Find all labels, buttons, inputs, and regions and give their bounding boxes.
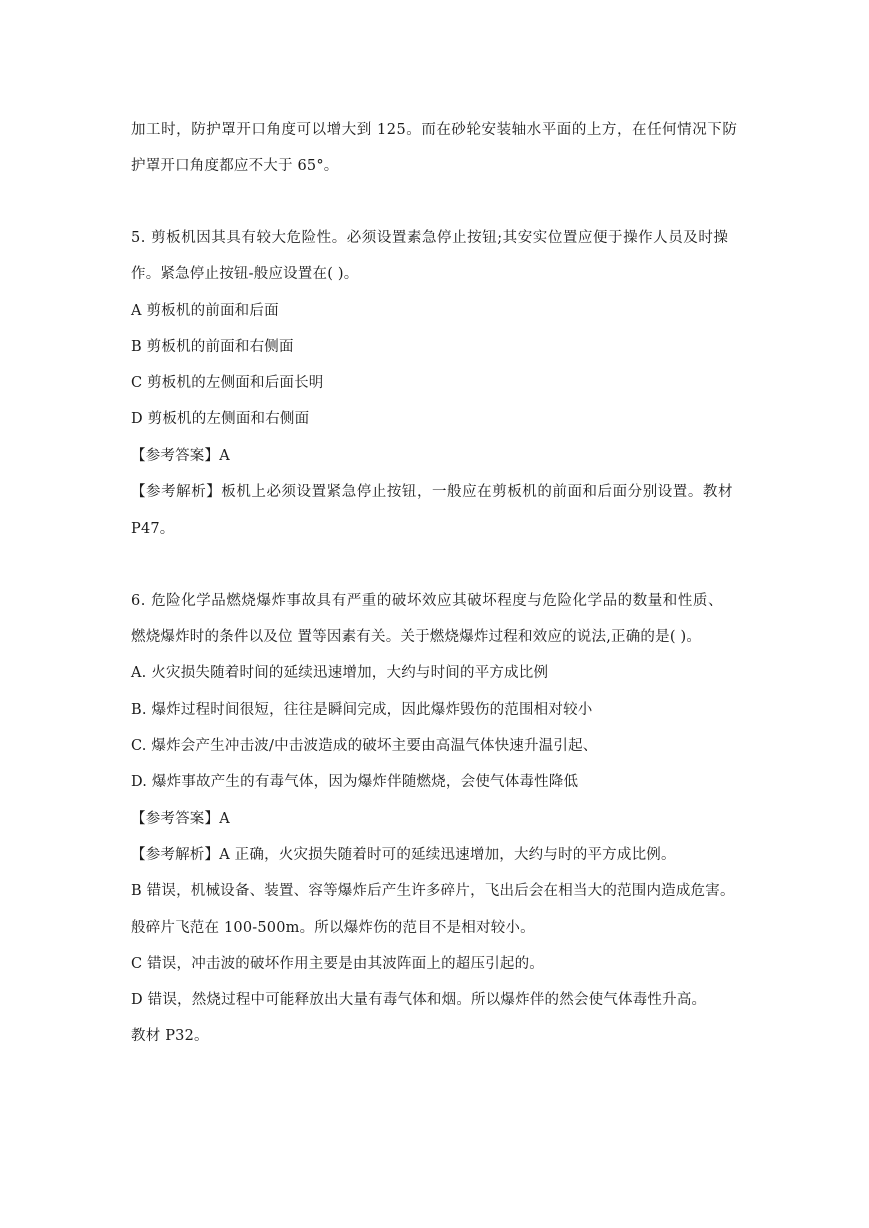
question-5-option-c: C 剪板机的左侧面和后面长明 [131, 375, 324, 391]
question-5-option-d: D 剪板机的左侧面和右侧面 [131, 411, 310, 427]
question-5-stem-line-2: 作。紧急停止按钮-般应设置在( )。 [131, 266, 359, 282]
question-5-answer: 【参考答案】A [131, 448, 230, 464]
question-6-option-c: C. 爆炸会产生冲击波/中击波造成的破坏主要由高温气体快速升温引起、 [131, 738, 598, 754]
question-6-analysis-line-1: 【参考解析】A 正确，火灾损失随着时可的延续迅速增加，大约与时的平方成比例。 [131, 847, 676, 863]
question-6-option-d: D. 爆炸事故产生的有毒气体，因为爆炸伴随燃烧，会使气体毒性降低 [131, 774, 579, 790]
text-line-1: 加工时，防护罩开口角度可以增大到 125。而在砂轮安装轴水平面的上方，在任何情况下防 [131, 122, 738, 138]
question-6-analysis-line-2: B 错误，机械设备、装置、容等爆炸后产生许多碎片，飞出后会在相当大的范围内造成危害。 [131, 883, 735, 899]
text-line-2: 护罩开口角度都应不大于 65°。 [131, 158, 339, 174]
question-5-analysis-line-1: 【参考解析】板机上必须设置紧急停止按钮，一般应在剪板机的前面和后面分别设置。教材 [131, 484, 733, 500]
question-5-option-a: A 剪板机的前面和后面 [131, 303, 279, 319]
question-6-option-a: A. 火灾损失随着时间的延续迅速增加，大约与时间的平方成比例 [131, 665, 549, 681]
question-6-answer: 【参考答案】A [131, 811, 230, 827]
question-5-option-b: B 剪板机的前面和右侧面 [131, 339, 294, 355]
question-5-analysis-line-2: P47。 [131, 521, 175, 537]
question-6-analysis-line-3: 般碎片飞范在 100-500m。所以爆炸伤的范目不是相对较小。 [131, 920, 535, 936]
question-5-stem-line-1: 5. 剪板机因其具有较大危险性。必须设置素急停止按钮;其安实位置应便于操作人员及时操 [131, 230, 729, 246]
question-6-option-b: B. 爆炸过程时间很短，往往是瞬间完成，因此爆炸毁伤的范围相对较小 [131, 702, 593, 718]
question-6-analysis-line-6: 教材 P32。 [131, 1028, 209, 1044]
question-6-stem-line-2: 燃烧爆炸时的条件以及位 置等因素有关。关于燃烧爆炸过程和效应的说法,正确的是( )。 [131, 629, 702, 645]
question-6-analysis-line-5: D 错误，然烧过程中可能释放出大量有毒气体和烟。所以爆炸伴的然会使气体毒性升高。 [131, 992, 707, 1008]
question-6-analysis-line-4: C 错误，冲击波的破坏作用主要是由其波阵面上的超压引起的。 [131, 956, 545, 972]
question-6-stem-line-1: 6. 危险化学品燃烧爆炸事故具有严重的破坏效应其破坏程度与危险化学品的数量和性质、 [131, 593, 723, 609]
